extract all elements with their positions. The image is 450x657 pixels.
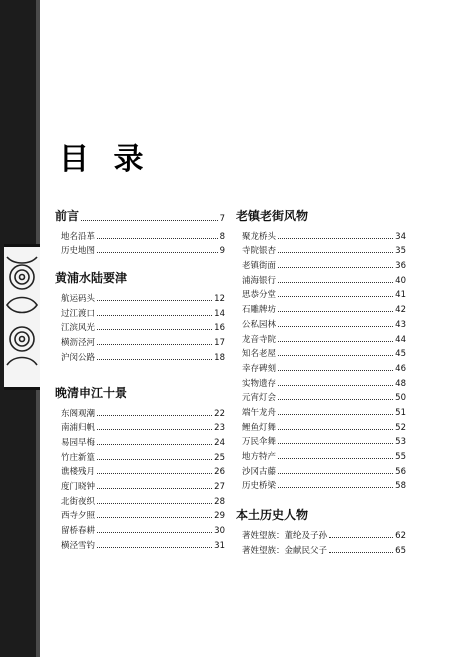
entry-label: 地名沿革 xyxy=(61,231,96,242)
entry-label: 思恭分堂 xyxy=(242,290,277,301)
toc-entry[interactable] xyxy=(55,477,225,492)
entry-label: 南浦归帆 xyxy=(61,423,96,434)
entry-label: 历史地图 xyxy=(61,246,96,257)
dot-leader xyxy=(97,238,218,239)
toc-entry[interactable] xyxy=(55,242,225,257)
page-number: 36 xyxy=(395,261,406,272)
page-number: 50 xyxy=(395,393,406,404)
entry-label: 寺院银杏 xyxy=(242,246,277,257)
dot-leader xyxy=(97,547,212,548)
dot-leader xyxy=(278,443,393,444)
dot-leader xyxy=(97,329,212,330)
dot-leader xyxy=(278,429,393,430)
page-number: 40 xyxy=(395,275,406,286)
section-heading[interactable] xyxy=(236,208,406,224)
entry-label: 著姓望族：董纶及子孙 xyxy=(242,531,328,542)
dot-leader xyxy=(278,296,393,297)
page-number: 28 xyxy=(214,496,225,507)
toc-entry[interactable] xyxy=(55,333,225,348)
section-title: 前言 xyxy=(55,209,80,223)
page-number: 55 xyxy=(395,452,406,462)
dot-leader xyxy=(278,282,393,283)
page-number: 26 xyxy=(214,467,225,478)
toc-entry[interactable] xyxy=(236,315,406,330)
toc-entry[interactable] xyxy=(236,359,406,374)
entry-label: 北街夜织 xyxy=(61,496,96,507)
entry-label: 沙冈古藤 xyxy=(242,466,277,477)
entry-label: 万民伞舞 xyxy=(242,437,277,448)
page-number: 29 xyxy=(214,511,225,522)
dot-leader xyxy=(278,326,393,327)
section-heading[interactable] xyxy=(55,208,225,224)
dot-leader xyxy=(97,503,212,504)
entry-label: 实物遗存 xyxy=(242,378,277,389)
dot-leader xyxy=(97,473,212,474)
entry-label: 端午龙舟 xyxy=(242,407,277,418)
page-number: 46 xyxy=(395,363,406,374)
page-number: 8 xyxy=(219,231,225,242)
dot-leader xyxy=(97,429,212,430)
dot-leader xyxy=(97,252,218,253)
toc-entry[interactable] xyxy=(236,418,406,433)
toc-section xyxy=(55,385,225,551)
entry-label: 横泾雪钓 xyxy=(61,540,96,551)
entry-label: 著姓望族：金献民父子 xyxy=(242,545,328,556)
toc-entry[interactable] xyxy=(236,541,406,556)
page-number: 18 xyxy=(214,352,225,363)
dot-leader xyxy=(97,344,212,345)
section-heading[interactable] xyxy=(236,507,406,523)
dot-leader xyxy=(97,532,212,533)
toc-entry[interactable] xyxy=(55,304,225,319)
page-number: 41 xyxy=(395,290,406,301)
dot-leader xyxy=(278,458,393,459)
section-heading[interactable] xyxy=(55,385,225,401)
toc-entry[interactable] xyxy=(236,256,406,271)
toc-entry[interactable] xyxy=(236,242,406,257)
toc-entry[interactable] xyxy=(55,433,225,448)
toc-entry[interactable] xyxy=(236,526,406,541)
toc-entry[interactable] xyxy=(55,419,225,434)
dot-leader xyxy=(278,341,393,342)
toc-entry[interactable] xyxy=(236,403,406,418)
page-number: 7 xyxy=(219,214,225,224)
toc-entry[interactable] xyxy=(236,477,406,492)
dot-leader xyxy=(278,267,393,268)
entry-label: 东阁观潮 xyxy=(61,408,96,419)
page-number: 25 xyxy=(214,452,225,463)
entry-label: 鲤鱼灯舞 xyxy=(242,422,277,433)
entry-label: 留桥春耕 xyxy=(61,526,96,536)
toc-entry[interactable] xyxy=(55,289,225,304)
entry-label: 沪闵公路 xyxy=(61,352,96,363)
entry-label: 江滨风光 xyxy=(61,323,96,334)
page-number: 44 xyxy=(395,334,406,345)
toc-entry[interactable] xyxy=(55,521,225,536)
toc-entry[interactable] xyxy=(55,492,225,507)
page-number: 53 xyxy=(395,437,406,448)
entry-label: 过江渡口 xyxy=(61,308,96,319)
dot-leader xyxy=(278,473,393,474)
dot-leader xyxy=(97,459,212,460)
entry-label: 竹庄新篁 xyxy=(61,452,96,463)
page-number: 43 xyxy=(395,319,406,330)
toc-section xyxy=(55,270,225,362)
section-title: 晚清申江十景 xyxy=(55,385,128,400)
dot-leader xyxy=(278,385,393,386)
page-title: 目 录 xyxy=(59,142,151,177)
dot-leader xyxy=(97,415,212,416)
toc-entry[interactable] xyxy=(236,345,406,360)
toc-entry[interactable] xyxy=(55,319,225,334)
toc-entry[interactable] xyxy=(55,348,225,363)
dot-leader xyxy=(278,487,393,488)
entry-label: 度门晓钟 xyxy=(61,481,96,492)
dot-leader xyxy=(329,537,393,538)
entry-label: 石雕牌坊 xyxy=(242,305,277,316)
toc-entry[interactable] xyxy=(55,536,225,551)
entry-label: 龙音寺院 xyxy=(242,334,277,345)
dot-leader xyxy=(278,238,393,239)
page-number: 58 xyxy=(395,481,406,492)
page-number: 56 xyxy=(395,466,406,477)
section-title: 黄浦水陆要津 xyxy=(55,271,128,286)
page-number: 27 xyxy=(214,481,225,492)
dot-leader xyxy=(278,370,393,371)
dot-leader xyxy=(97,444,212,445)
entry-label: 地方特产 xyxy=(242,452,277,462)
entry-label: 谯楼残月 xyxy=(61,467,96,478)
dot-leader xyxy=(278,399,393,400)
page-number: 17 xyxy=(214,338,225,349)
toc-entry[interactable] xyxy=(236,227,406,242)
page-number: 35 xyxy=(395,246,406,257)
dot-leader xyxy=(278,355,393,356)
toc-section xyxy=(236,507,406,555)
section-title: 老镇老街风物 xyxy=(236,209,309,223)
dot-leader xyxy=(329,552,393,553)
entry-label: 公私园林 xyxy=(242,319,277,330)
entry-label: 老镇街面 xyxy=(242,261,277,272)
page-number: 14 xyxy=(214,308,225,319)
toc-entry[interactable] xyxy=(55,507,225,522)
toc-entry[interactable] xyxy=(55,404,225,419)
page-number: 24 xyxy=(214,437,225,448)
page-number: 22 xyxy=(214,408,225,419)
page-number: 65 xyxy=(395,545,406,556)
page-number: 45 xyxy=(395,349,406,360)
section-title: 本土历史人物 xyxy=(236,508,309,523)
entry-label: 幸存碑刻 xyxy=(242,363,277,374)
toc-entry[interactable] xyxy=(236,271,406,286)
toc-entry[interactable] xyxy=(236,330,406,345)
cloud-ornament-icon xyxy=(4,244,40,390)
dot-leader xyxy=(278,311,393,312)
page-number: 62 xyxy=(395,531,406,542)
section-heading[interactable] xyxy=(55,270,225,286)
toc-entry[interactable] xyxy=(236,462,406,477)
page-number: 16 xyxy=(214,323,225,334)
entry-label: 元宵灯会 xyxy=(242,393,277,404)
page-number: 51 xyxy=(395,407,406,418)
toc-entry[interactable] xyxy=(236,447,406,462)
toc-entry[interactable] xyxy=(55,448,225,463)
toc-entry[interactable] xyxy=(236,300,406,315)
dot-leader xyxy=(97,300,212,301)
dot-leader xyxy=(278,414,393,415)
entry-label: 聚龙桥头 xyxy=(242,231,277,242)
dot-leader xyxy=(97,517,212,518)
page-number: 42 xyxy=(395,305,406,316)
toc-section xyxy=(236,208,406,491)
entry-label: 航运码头 xyxy=(61,294,96,305)
page-number: 9 xyxy=(219,246,225,257)
toc-entry[interactable] xyxy=(236,389,406,404)
toc-right-column xyxy=(236,208,406,556)
dot-leader xyxy=(97,359,212,360)
entry-label: 易园早梅 xyxy=(61,437,96,448)
toc-entry[interactable] xyxy=(236,433,406,448)
entry-label: 历史桥梁 xyxy=(242,481,277,492)
entry-label: 知名老屋 xyxy=(242,349,277,360)
page-number: 12 xyxy=(214,294,225,305)
toc-left-column xyxy=(55,208,225,551)
toc-entry[interactable] xyxy=(236,374,406,389)
dot-leader xyxy=(81,220,218,221)
page-number: 31 xyxy=(214,540,225,551)
page-number: 48 xyxy=(395,378,406,389)
toc-entry[interactable] xyxy=(236,286,406,301)
page-number: 34 xyxy=(395,231,406,242)
page-number: 30 xyxy=(214,526,225,536)
dot-leader xyxy=(278,252,393,253)
toc-section xyxy=(55,208,225,256)
entry-label: 西寺夕照 xyxy=(61,511,96,522)
toc-entry[interactable] xyxy=(55,227,225,242)
toc-entry[interactable] xyxy=(55,463,225,478)
page-number: 52 xyxy=(395,422,406,433)
dot-leader xyxy=(97,488,212,489)
dot-leader xyxy=(97,315,212,316)
entry-label: 浦海银行 xyxy=(242,275,277,286)
page-number: 23 xyxy=(214,423,225,434)
entry-label: 横沥泾河 xyxy=(61,338,96,349)
